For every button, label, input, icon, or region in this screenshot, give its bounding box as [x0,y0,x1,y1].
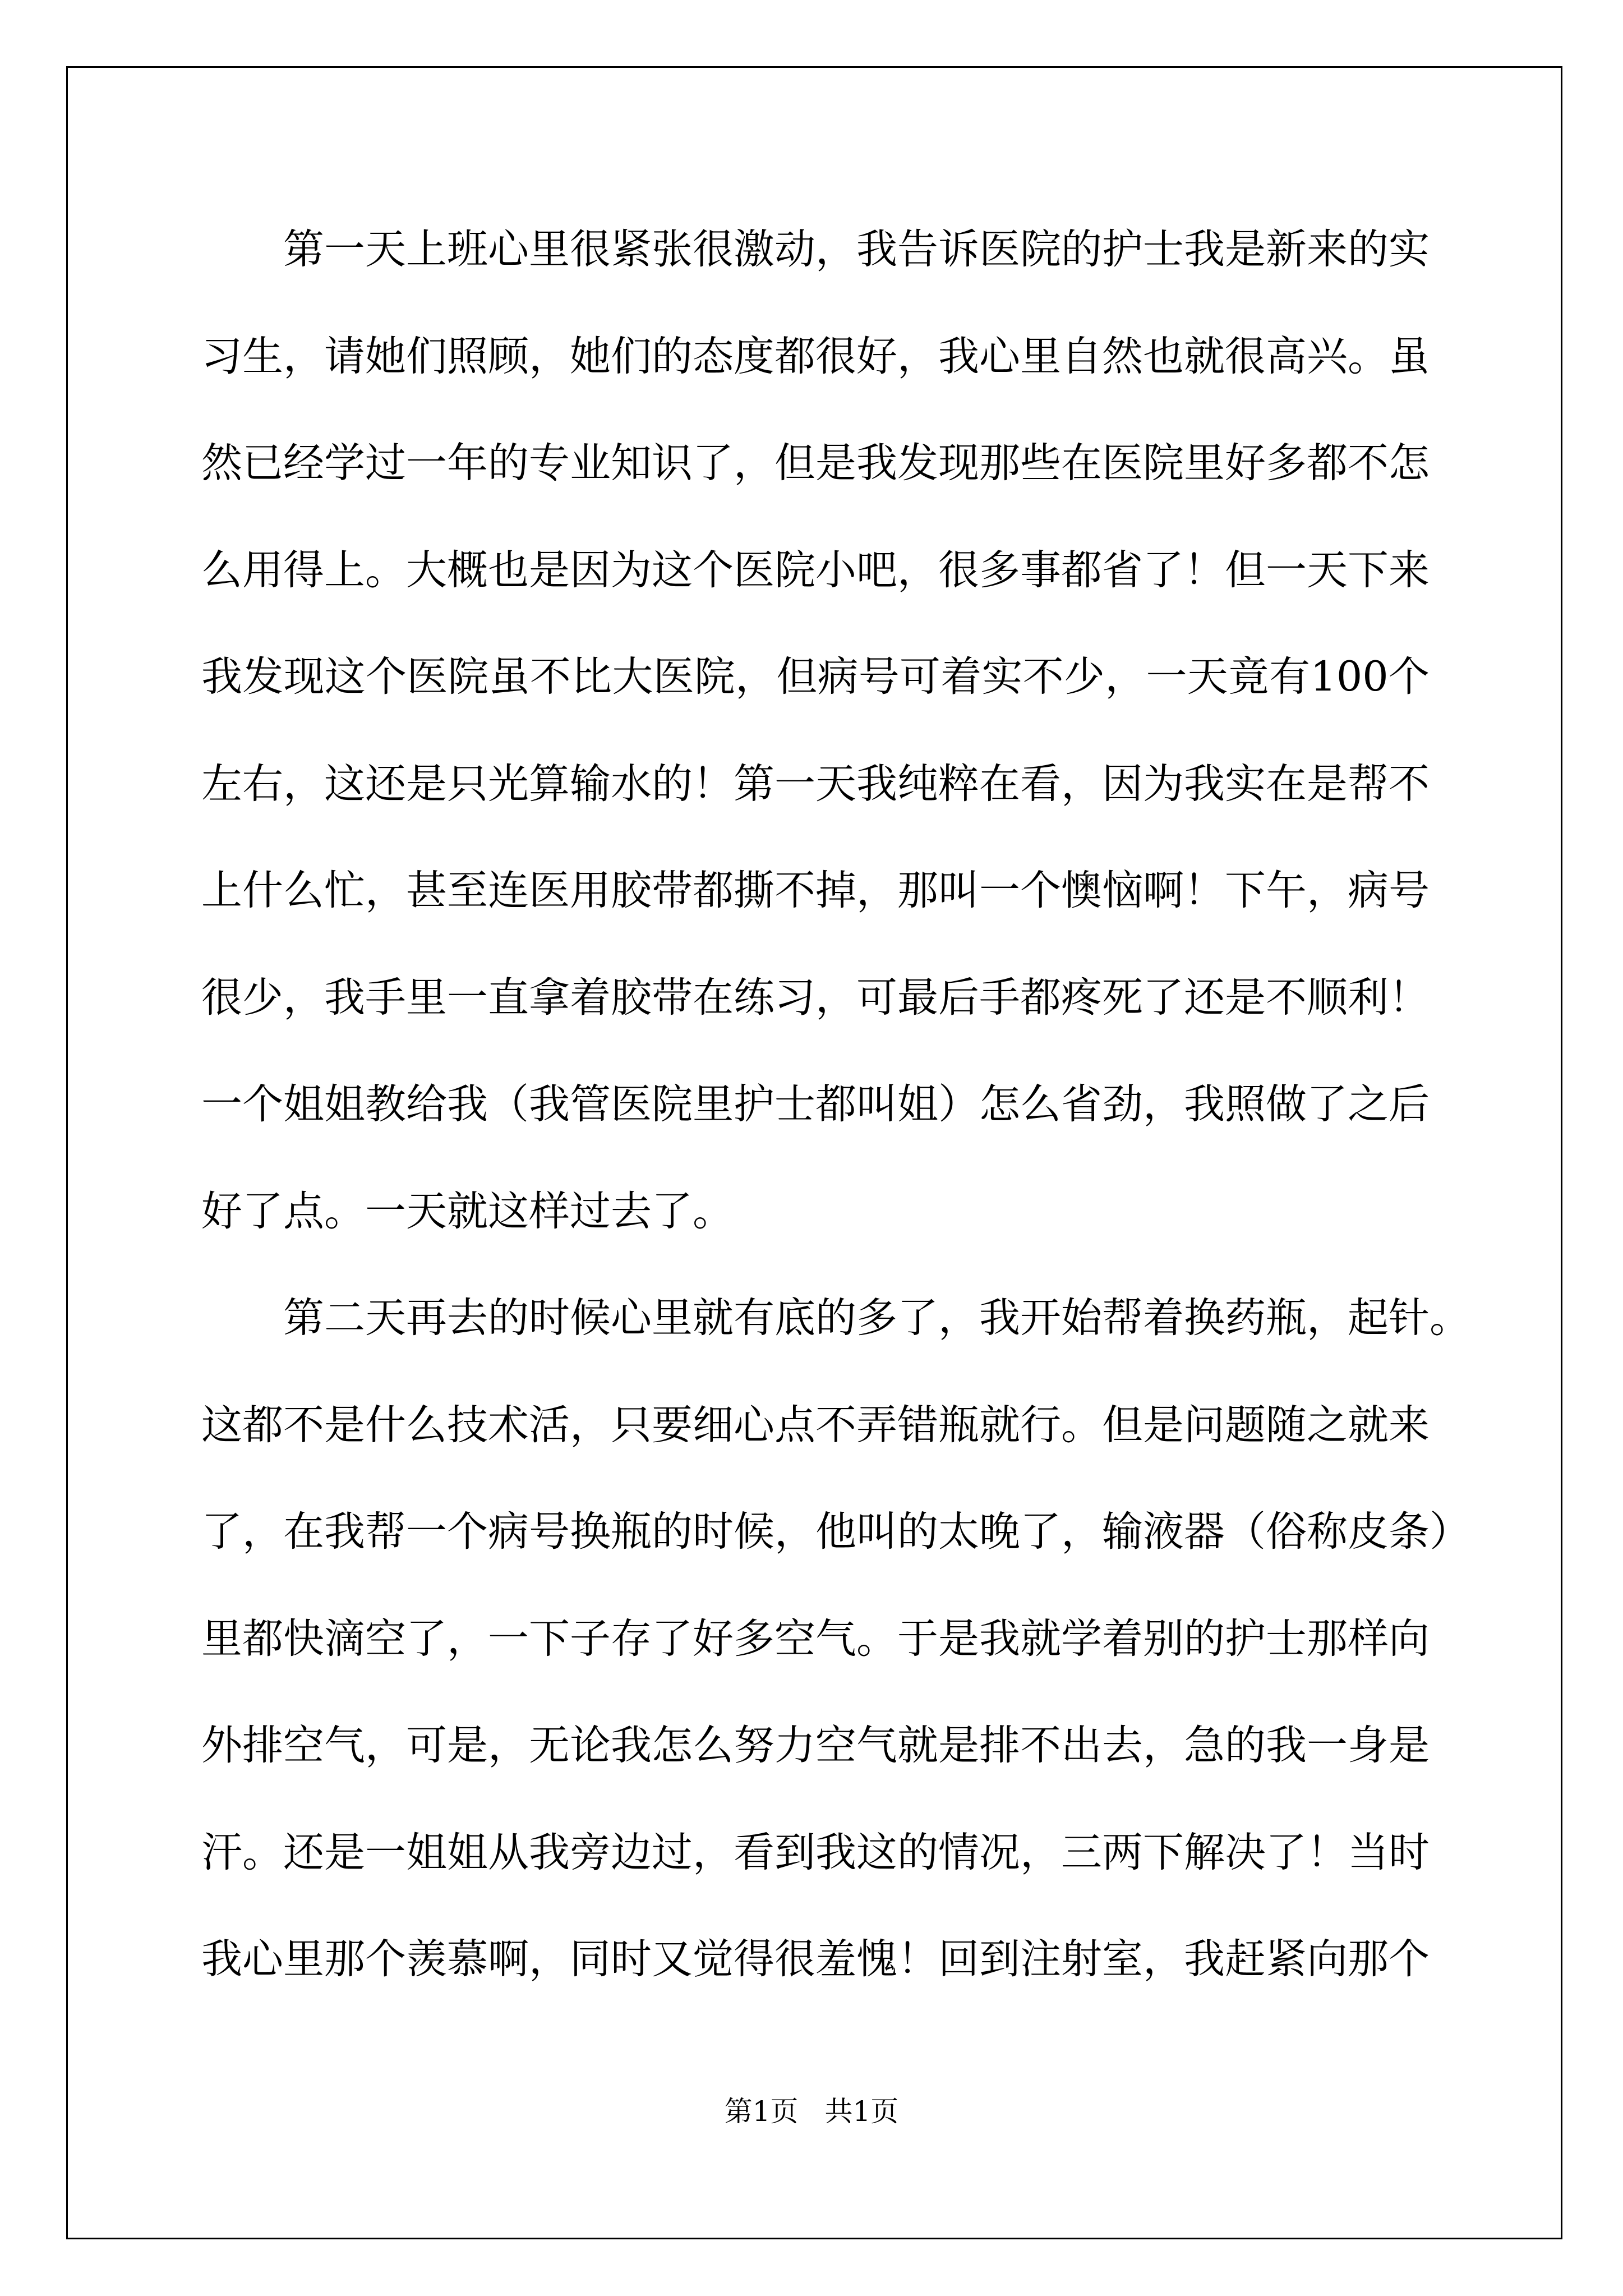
paragraph-line: 第一天上班心里很紧张很激动，我告诉医院的护士我是新来的实 [283,226,1430,273]
paragraph-line: 里都快滴空了，一下子存了好多空气。于是我就学着别的护士那样向 [201,1614,1430,1663]
paragraph-line: 么用得上。大概也是因为这个医院小吧，很多事都省了！但一天下来 [201,546,1430,594]
paragraph-line: 第二天再去的时候心里就有底的多了，我开始帮着换药瓶，起针。 [283,1294,1470,1342]
paragraph-line: 很少，我手里一直拿着胶带在练习，可最后手都疼死了还是不顺利！ [201,973,1430,1022]
page-footer [0,2095,1623,2128]
paragraph-2 [201,1265,1470,2013]
paragraph-line: 我发现这个医院虽不比大医院，但病号可着实不少，一天竟有100个 [201,653,1430,701]
paragraph-line: 了，在我帮一个病号换瓶的时候，他叫的太晚了，输液器（俗称皮条） [201,1508,1470,1556]
paragraph-line: 一个姐姐教给我（我管医院里护士都叫姐）怎么省劲，我照做了之后 [201,1080,1430,1128]
paragraph-line: 这都不是什么技术活，只要细心点不弄错瓶就行。但是问题随之就来 [201,1401,1430,1449]
paragraph-line: 好了点。一天就这样过去了。 [201,1187,734,1235]
page-number: 第1页 [724,2095,799,2128]
page-total: 共1页 [824,2095,899,2128]
paragraph-line: 上什么忙，甚至连医用胶带都撕不掉，那叫一个懊恼啊！下午，病号 [201,867,1430,914]
paragraph-line: 然已经学过一年的专业知识了，但是我发现那些在医院里好多都不怎 [201,439,1430,487]
paragraph-1 [201,196,1430,1265]
paragraph-line: 左右，这还是只光算输水的！第一天我纯粹在看，因为我实在是帮不 [201,760,1430,808]
paragraph-line: 外排空气，可是，无论我怎么努力空气就是排不出去，急的我一身是 [201,1722,1430,1769]
body-text [201,196,1470,2013]
paragraph-line: 习生，请她们照顾，她们的态度都很好，我心里自然也就很高兴。虽 [201,332,1430,380]
paragraph-line: 我心里那个羡慕啊，同时又觉得很羞愧！回到注射室，我赶紧向那个 [201,1935,1430,1983]
paragraph-line: 汗。还是一姐姐从我旁边过，看到我这的情况，三两下解决了！当时 [201,1828,1430,1876]
